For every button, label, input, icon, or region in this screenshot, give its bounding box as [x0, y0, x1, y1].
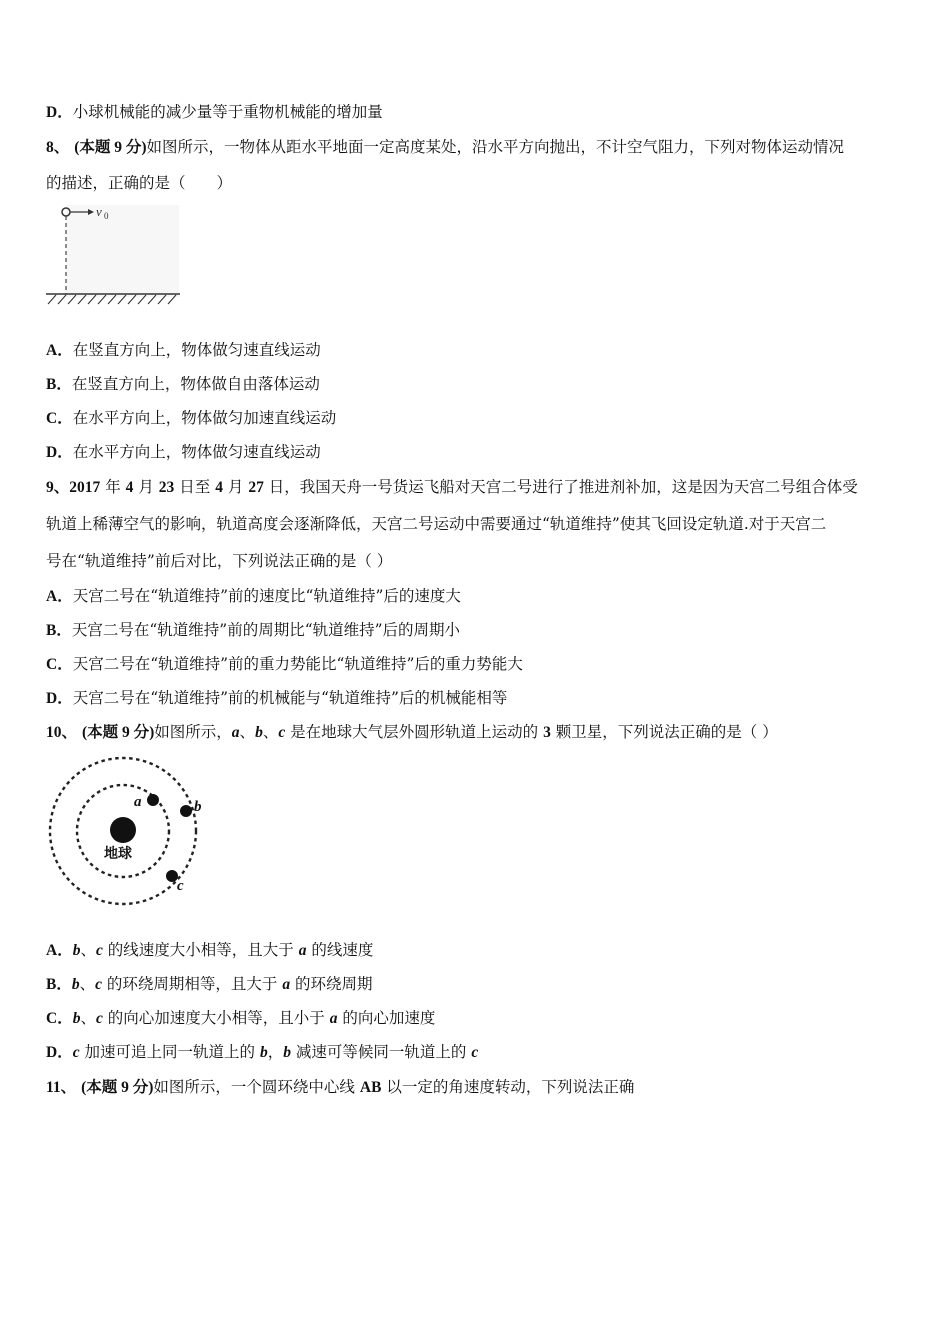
option-text: 在水平方向上，物体做匀加速直线运动 — [72, 409, 337, 427]
day: 23 — [158, 479, 175, 496]
question-text: 如图所示，一物体从距水平地面一定高度某处，沿水平方向抛出，不计空气阻力，下列对物体运动情况 — [146, 138, 845, 156]
q9-stem-line1 — [46, 477, 858, 498]
q10-option-c — [46, 1008, 435, 1029]
var: b — [72, 1010, 81, 1027]
month: 4 — [125, 479, 134, 496]
text: 月 — [138, 478, 154, 496]
month: 4 — [215, 479, 223, 496]
var: c — [72, 1044, 80, 1061]
var: c — [471, 1044, 479, 1061]
q9-option-b — [46, 620, 460, 641]
option-text: 天宫二号在“轨道维持”前的重力势能比“轨道维持”后的重力势能大 — [72, 655, 523, 673]
option-text: 在水平方向上，物体做匀速直线运动 — [72, 443, 321, 461]
option-text: 的环绕周期 — [290, 975, 373, 993]
option-letter: D． — [46, 690, 73, 707]
var: a — [282, 976, 291, 993]
option-text: 加速可追上同一轨道上的 — [79, 1043, 256, 1061]
figure-background — [66, 205, 179, 297]
q8-option-a — [46, 340, 321, 361]
question-text: 的描述，正确的是（ ） — [46, 174, 233, 192]
option-text: 小球机械能的减少量等于重物机械能的增加量 — [72, 103, 383, 121]
var-a: a — [231, 724, 240, 741]
var: b — [259, 1044, 268, 1061]
option-letter: A． — [46, 588, 73, 605]
option-letter: D． — [46, 444, 73, 461]
separator: 、 — [239, 723, 256, 741]
year: 2017 — [69, 479, 101, 496]
separator: 、 — [80, 941, 96, 959]
var: c — [95, 942, 103, 959]
option-text: 的向心加速度 — [337, 1009, 436, 1027]
question-number: 8、 — [46, 139, 70, 156]
option-text: 天宫二号在“轨道维持”前的速度比“轨道维持”后的速度大 — [72, 587, 461, 605]
satellite-count: 3 — [543, 724, 551, 741]
var-c: c — [278, 724, 286, 741]
day: 27 — [248, 479, 264, 496]
question-number: 10、 — [46, 724, 78, 741]
option-letter: C． — [46, 1010, 73, 1027]
var: a — [298, 942, 307, 959]
question-text: 如图所示，一个圆环绕中心线 — [153, 1078, 355, 1096]
option-letter: C． — [46, 656, 73, 673]
earth-dot — [110, 817, 136, 843]
var: c — [95, 1010, 103, 1027]
option-text: ， — [267, 1043, 284, 1061]
option-text: 在竖直方向上，物体做匀速直线运动 — [72, 341, 321, 359]
var: a — [329, 1010, 338, 1027]
option-letter: D． — [46, 1044, 73, 1061]
q8-option-b — [46, 374, 320, 395]
question-text: 如图所示， — [154, 723, 232, 741]
var: c — [95, 976, 102, 993]
q7-option-d — [46, 102, 383, 123]
q10-option-b — [46, 974, 373, 995]
question-score: (本题 9 分) — [81, 1079, 154, 1096]
var: b — [283, 1044, 291, 1061]
var: b — [72, 942, 81, 959]
q9-stem-line2 — [46, 514, 826, 534]
velocity-subscript: 0 — [104, 211, 109, 221]
separator: 、 — [79, 975, 96, 993]
question-score: (本题 9 分) — [81, 724, 155, 741]
option-text: 在竖直方向上，物体做自由落体运动 — [71, 375, 320, 393]
question-text: 以一定的角速度转动，下列说法正确 — [386, 1078, 635, 1096]
label-c: c — [177, 878, 184, 894]
satellite-a — [147, 794, 159, 806]
option-text: 的环绕周期相等，且大于 — [102, 975, 278, 993]
q8-option-d — [46, 442, 321, 463]
question-text: 颗卫星，下列说法正确的是（ ） — [555, 723, 778, 741]
q10-option-a — [46, 940, 373, 961]
q11-stem — [46, 1077, 634, 1098]
option-letter: D． — [46, 104, 73, 121]
question-number: 9、 — [46, 479, 70, 496]
var-b: b — [255, 724, 263, 741]
q10-option-d — [46, 1042, 478, 1063]
q9-option-d — [46, 688, 507, 709]
text: 月 — [227, 478, 244, 496]
question-text: 轨道上稀薄空气的影响，轨道高度会逐渐降低，天宫二号运动中需要通过“轨道维持”使其飞回设定轨道.对于天宫二 — [46, 515, 827, 533]
axis-ab: AB — [359, 1079, 382, 1096]
question-number: 11、 — [46, 1079, 77, 1096]
option-text: 的线速度 — [306, 941, 374, 959]
question-text: 是在地球大气层外圆形轨道上运动的 — [285, 723, 539, 741]
text: 日，我国天舟一号货运飞船对天宫二号进行了推进剂补加，这是因为天宫二号组合体受 — [268, 478, 858, 496]
option-text: 的线速度大小相等，且大于 — [102, 941, 294, 959]
label-b: b — [194, 799, 202, 815]
option-text: 天宫二号在“轨道维持”前的机械能与“轨道维持”后的机械能相等 — [72, 689, 508, 707]
question-text: 号在“轨道维持”前后对比，下列说法正确的是（ ） — [46, 552, 393, 570]
option-letter: B． — [46, 976, 72, 993]
q9-stem-line3 — [46, 551, 392, 571]
question-score: (本题 9 分) — [74, 139, 147, 156]
velocity-label: v — [96, 204, 102, 219]
q8-stem-line2 — [46, 173, 232, 193]
q8-stem-line1 — [46, 137, 844, 158]
q8-option-c — [46, 408, 336, 429]
option-letter: C． — [46, 410, 73, 427]
q9-option-c — [46, 654, 523, 675]
q10-orbit-figure — [46, 752, 206, 912]
q10-stem — [46, 722, 778, 743]
option-text: 的向心加速度大小相等，且小于 — [102, 1009, 325, 1027]
option-letter: A． — [46, 942, 73, 959]
option-letter: A． — [46, 342, 73, 359]
satellite-b — [180, 805, 192, 817]
earth-label: 地球 — [104, 846, 132, 862]
text: 年 — [105, 478, 121, 496]
separator: 、 — [262, 723, 279, 741]
q9-option-a — [46, 586, 461, 607]
option-text: 减速可等候同一轨道上的 — [290, 1043, 467, 1061]
option-text: 天宫二号在“轨道维持”前的周期比“轨道维持”后的周期小 — [71, 621, 461, 639]
q8-projectile-figure — [44, 200, 184, 310]
separator: 、 — [80, 1009, 96, 1027]
option-letter: B． — [46, 622, 72, 639]
var: b — [71, 976, 80, 993]
option-letter: B． — [46, 376, 72, 393]
label-a: a — [134, 794, 142, 810]
text: 日至 — [179, 478, 211, 496]
